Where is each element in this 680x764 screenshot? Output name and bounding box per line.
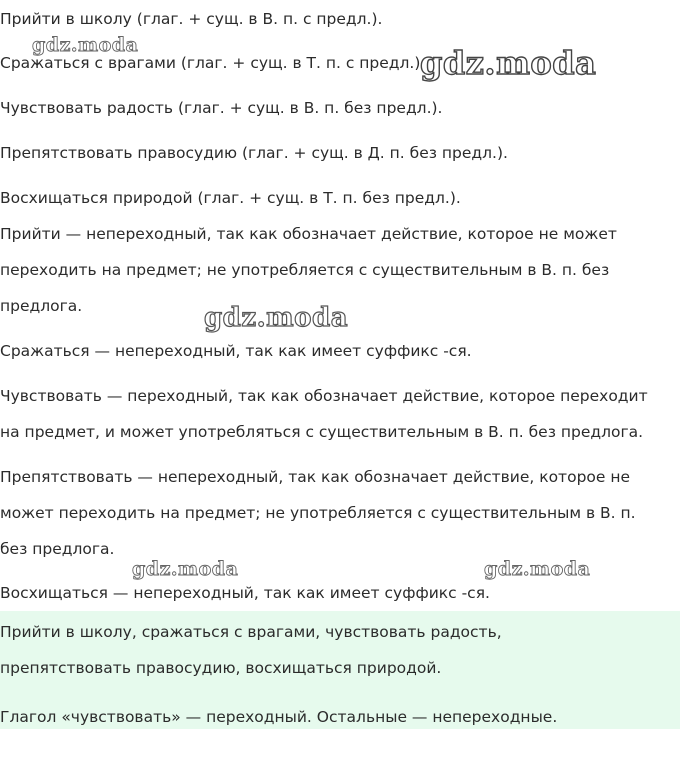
explanation-line-2: переходить на предмет; не употребляется с существительным в В. п. без [0,261,610,279]
watermark-logo: gdz.moda [420,44,597,82]
explanation-line-1: Прийти — непереходный, так как обозначает действие, которое не может [0,225,617,243]
phrase-line-5: Восхищаться природой (глаг. + сущ. в Т. п. без предл.). [0,189,461,207]
watermark-logo: gdz.moda [204,303,349,333]
answer-line-2: препятствовать правосудию, восхищаться природой. [0,659,442,677]
answer-line-1: Прийти в школу, сражаться с врагами, чувствовать радость, [0,623,502,641]
watermark-logo: gdz.moda [484,558,591,580]
explanation-line-8: может переходить на предмет; не употребляется с существительным в В. п. [0,504,636,522]
explanation-line-9: без предлога. [0,540,115,558]
explanation-line-7: Препятствовать — непереходный, так как обозначает действие, которое не [0,468,631,486]
phrase-line-2: Сражаться с врагами (глаг. + сущ. в Т. п. с предл.). [0,54,426,72]
phrase-line-1: Прийти в школу (глаг. + сущ. в В. п. с предл.). [0,10,383,28]
explanation-line-4: Сражаться — непереходный, так как имеет суффикс -ся. [0,342,472,360]
phrase-line-3: Чувствовать радость (глаг. + сущ. в В. п. без предл.). [0,99,443,117]
explanation-line-10: Восхищаться — непереходный, так как имеет суффикс -ся. [0,584,490,602]
explanation-line-6: на предмет, и может употребляться с существительным в В. п. без предлога. [0,423,644,441]
watermark-logo: gdz.moda [32,34,139,56]
explanation-line-5: Чувствовать — переходный, так как обозначает действие, которое переходит [0,387,648,405]
phrase-line-4: Препятствовать правосудию (глаг. + сущ. в Д. п. без предл.). [0,144,508,162]
watermark-logo: gdz.moda [132,558,239,580]
explanation-line-3: предлога. [0,297,83,315]
answer-line-3: Глагол «чувствовать» — переходный. Остальные — непереходные. [0,708,558,726]
